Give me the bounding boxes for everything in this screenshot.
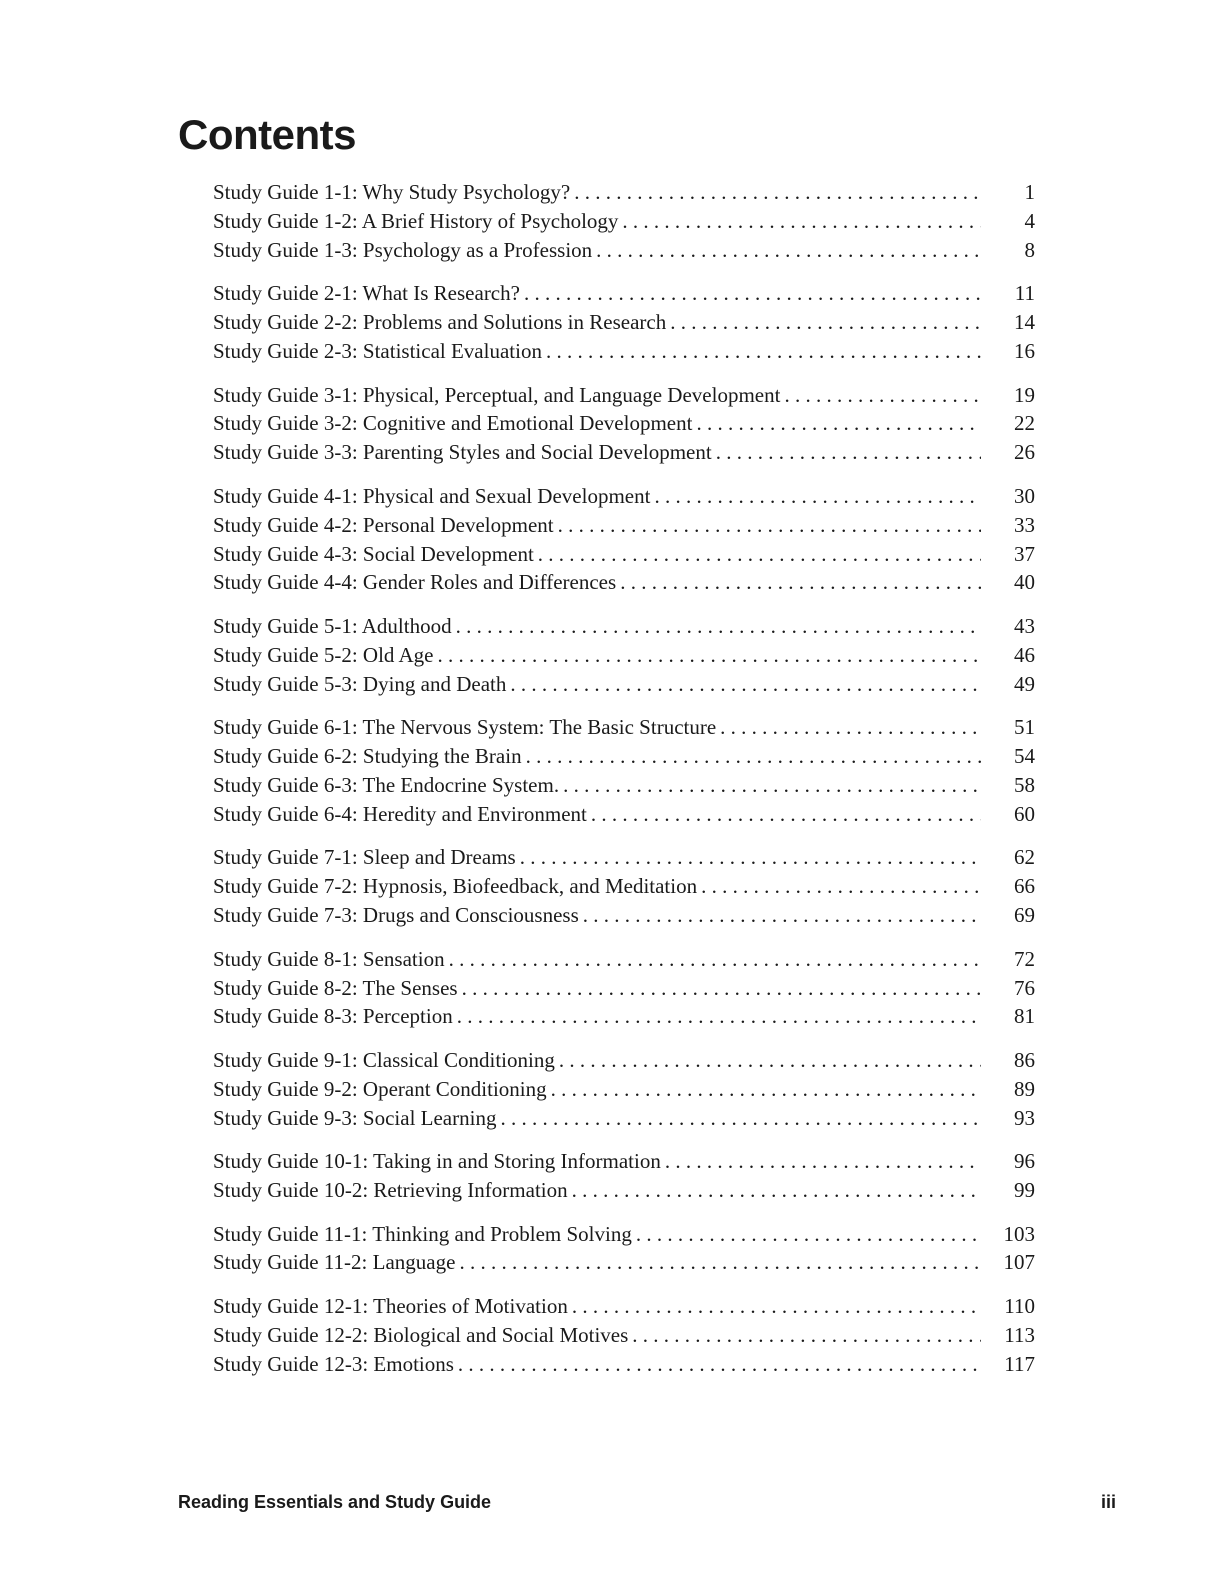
toc-entry-label: Study Guide 7-1: Sleep and Dreams — [213, 845, 516, 870]
toc-entry-label: Study Guide 11-2: Language — [213, 1250, 456, 1275]
page-title: Contents — [178, 111, 356, 158]
toc-entry-label: Study Guide 3-1: Physical, Perceptual, and Language Development — [213, 382, 781, 407]
toc-group — [213, 945, 1035, 1032]
toc-dot-leader — [456, 612, 981, 641]
toc-entry-page: 60 — [1014, 801, 1035, 826]
toc-dot-leader — [546, 337, 981, 366]
toc-dot-leader — [520, 843, 981, 872]
toc-dot-leader — [622, 207, 981, 236]
toc-entry-label: Study Guide 8-2: The Senses — [213, 975, 458, 1000]
toc-entry-label: Study Guide 8-3: Perception — [213, 1004, 453, 1029]
toc-dot-leader — [538, 540, 981, 569]
toc-entry[interactable] — [213, 308, 1035, 337]
toc-entry[interactable] — [213, 279, 1035, 308]
toc-entry-page: 72 — [1014, 946, 1035, 971]
toc-dot-leader — [632, 1321, 981, 1350]
toc-entry-page: 1 — [1024, 180, 1035, 204]
toc-entry[interactable] — [213, 409, 1035, 438]
toc-entry-page: 89 — [1014, 1076, 1035, 1101]
toc-group — [213, 843, 1035, 930]
toc-entry-label: Study Guide 4-2: Personal Development — [213, 512, 554, 537]
toc-entry[interactable] — [213, 670, 1035, 699]
toc-entry-page: 46 — [1014, 642, 1035, 667]
toc-entry-page: 66 — [1014, 874, 1035, 899]
toc-entry[interactable] — [213, 1104, 1035, 1133]
toc-entry-page: 19 — [1014, 382, 1035, 407]
toc-entry[interactable] — [213, 901, 1035, 930]
toc-entry-label: Study Guide 9-3: Social Learning — [213, 1105, 497, 1130]
toc-entry-label: Study Guide 5-2: Old Age — [213, 642, 434, 667]
toc-entry-label: Study Guide 4-1: Physical and Sexual Development — [213, 483, 651, 508]
toc-entry[interactable] — [213, 742, 1035, 771]
toc-entry-label: Study Guide 6-3: The Endocrine System. — [213, 773, 560, 797]
toc-entry-label: Study Guide 6-2: Studying the Brain — [213, 744, 522, 769]
toc-dot-leader — [583, 901, 981, 930]
toc-entry[interactable] — [213, 438, 1035, 467]
toc-dot-leader — [449, 945, 981, 974]
toc-entry-page: 4 — [1024, 208, 1035, 233]
toc-entry-page: 81 — [1014, 1004, 1035, 1029]
toc-dot-leader — [572, 1292, 981, 1321]
toc-dot-leader — [596, 236, 981, 265]
toc-entry[interactable] — [213, 381, 1035, 410]
toc-entry-page: 76 — [1014, 975, 1035, 1000]
toc-entry-page: 54 — [1014, 744, 1035, 769]
toc-entry[interactable] — [213, 1147, 1035, 1176]
toc-entry-label: Study Guide 11-1: Thinking and Problem Solving — [213, 1221, 632, 1246]
toc-entry-page: 8 — [1024, 237, 1035, 262]
toc-dot-leader — [591, 800, 981, 829]
toc-entry[interactable] — [213, 945, 1035, 974]
toc-dot-leader — [716, 438, 981, 467]
toc-group — [213, 1220, 1035, 1278]
toc-entry[interactable] — [213, 1176, 1035, 1205]
toc-entry-page: 96 — [1014, 1149, 1035, 1174]
toc-dot-leader — [636, 1220, 981, 1249]
toc-entry[interactable] — [213, 843, 1035, 872]
toc-entry[interactable] — [213, 1248, 1035, 1277]
toc-entry[interactable] — [213, 1350, 1035, 1379]
toc-entry-label: Study Guide 2-3: Statistical Evaluation — [213, 339, 542, 364]
toc-dot-leader — [526, 742, 981, 771]
toc-entry[interactable] — [213, 511, 1035, 540]
toc-entry-label: Study Guide 9-1: Classical Conditioning — [213, 1047, 555, 1072]
toc-group — [213, 482, 1035, 598]
toc-entry-label: Study Guide 9-2: Operant Conditioning — [213, 1076, 547, 1101]
toc-entry[interactable] — [213, 1321, 1035, 1350]
toc-entry-page: 103 — [1003, 1221, 1035, 1246]
toc-entry-label: Study Guide 7-2: Hypnosis, Biofeedback, and Meditation — [213, 874, 698, 899]
toc-entry-page: 37 — [1014, 541, 1035, 566]
toc-entry-page: 93 — [1014, 1105, 1035, 1130]
toc-entry-page: 110 — [1004, 1293, 1035, 1318]
toc-entry-label: Study Guide 3-3: Parenting Styles and Social Development — [213, 440, 712, 465]
toc-dot-leader — [462, 974, 981, 1003]
toc-dot-leader — [572, 1176, 981, 1205]
toc-dot-leader — [500, 1104, 981, 1133]
toc-dot-leader — [665, 1147, 981, 1176]
toc-dot-leader — [551, 1075, 981, 1104]
toc-dot-leader — [457, 1002, 981, 1031]
toc-entry-page: 30 — [1014, 483, 1035, 508]
toc-entry-page: 14 — [1014, 310, 1035, 335]
toc-entry-label: Study Guide 4-4: Gender Roles and Differences — [213, 570, 617, 595]
toc-dot-leader — [563, 771, 981, 800]
toc-entry-label: Study Guide 7-3: Drugs and Consciousness — [213, 903, 579, 928]
toc-entry[interactable] — [213, 800, 1035, 829]
toc-entry-page: 49 — [1014, 671, 1035, 696]
toc-dot-leader — [654, 482, 981, 511]
toc-entry[interactable] — [213, 1002, 1035, 1031]
toc-dot-leader — [701, 872, 981, 901]
toc-entry-label: Study Guide 5-3: Dying and Death — [213, 671, 507, 696]
toc-entry-page: 62 — [1014, 845, 1035, 870]
toc-dot-leader — [558, 511, 981, 540]
toc-entry-page: 99 — [1014, 1178, 1035, 1203]
toc-entry[interactable] — [213, 236, 1035, 265]
toc-entry-label: Study Guide 4-3: Social Development — [213, 541, 534, 566]
toc-entry-page: 22 — [1014, 411, 1035, 436]
toc-entry[interactable] — [213, 612, 1035, 641]
toc-entry[interactable] — [213, 337, 1035, 366]
table-of-contents — [213, 178, 1035, 1393]
toc-entry-page: 51 — [1014, 715, 1035, 740]
toc-entry-label: Study Guide 3-2: Cognitive and Emotional Development — [213, 411, 693, 436]
toc-entry[interactable] — [213, 568, 1035, 597]
toc-group — [213, 178, 1035, 265]
toc-entry[interactable] — [213, 974, 1035, 1003]
toc-group — [213, 1147, 1035, 1205]
toc-entry[interactable] — [213, 1292, 1035, 1321]
toc-entry-label: Study Guide 6-1: The Nervous System: The Basic Structure — [213, 715, 717, 740]
toc-dot-leader — [438, 641, 982, 670]
toc-entry-label: Study Guide 2-2: Problems and Solutions in Research — [213, 310, 667, 335]
toc-entry[interactable] — [213, 713, 1035, 742]
toc-entry-page: 33 — [1014, 512, 1035, 537]
toc-dot-leader — [574, 178, 981, 207]
toc-entry[interactable] — [213, 178, 1035, 207]
toc-entry[interactable] — [213, 1075, 1035, 1104]
toc-entry-page: 43 — [1014, 613, 1035, 638]
toc-entry-page: 26 — [1014, 440, 1035, 465]
toc-entry-label: Study Guide 12-3: Emotions — [213, 1351, 454, 1376]
toc-entry-page: 11 — [1014, 281, 1035, 306]
toc-entry-label: Study Guide 12-2: Biological and Social Motives — [213, 1322, 629, 1347]
toc-dot-leader — [524, 279, 981, 308]
toc-entry-label: Study Guide 1-2: A Brief History of Psychology — [213, 208, 619, 233]
toc-entry-label: Study Guide 1-3: Psychology as a Profession — [213, 237, 593, 262]
toc-dot-leader — [458, 1350, 981, 1379]
toc-entry-label: Study Guide 6-4: Heredity and Environment — [213, 801, 587, 826]
toc-entry-label: Study Guide 5-1: Adulthood — [213, 613, 452, 638]
toc-entry[interactable] — [213, 641, 1035, 670]
toc-group — [213, 381, 1035, 468]
toc-group — [213, 279, 1035, 366]
toc-entry-label: Study Guide 10-2: Retrieving Information — [213, 1178, 568, 1203]
toc-entry[interactable] — [213, 771, 1035, 800]
toc-entry[interactable] — [213, 1046, 1035, 1075]
toc-group — [213, 612, 1035, 699]
toc-entry[interactable] — [213, 540, 1035, 569]
toc-entry-page: 86 — [1014, 1047, 1035, 1072]
toc-dot-leader — [510, 670, 981, 699]
toc-entry-page: 113 — [1004, 1322, 1035, 1347]
toc-group — [213, 1046, 1035, 1133]
toc-entry-page: 16 — [1014, 339, 1035, 364]
footer-page-number: iii — [1100, 1492, 1116, 1512]
toc-entry-label: Study Guide 2-1: What Is Research? — [213, 281, 520, 306]
toc-group — [213, 1292, 1035, 1379]
toc-dot-leader — [720, 713, 981, 742]
toc-entry[interactable] — [213, 872, 1035, 901]
toc-entry-label: Study Guide 8-1: Sensation — [213, 946, 445, 971]
toc-entry-page: 117 — [1004, 1351, 1035, 1376]
toc-entry-label: Study Guide 1-1: Why Study Psychology? — [213, 180, 571, 204]
toc-dot-leader — [670, 308, 981, 337]
toc-entry-page: 69 — [1014, 903, 1035, 928]
toc-entry-label: Study Guide 12-1: Theories of Motivation — [213, 1293, 568, 1318]
toc-entry[interactable] — [213, 482, 1035, 511]
toc-dot-leader — [620, 568, 981, 597]
toc-entry[interactable] — [213, 207, 1035, 236]
toc-entry[interactable] — [213, 1220, 1035, 1249]
footer-book-title: Reading Essentials and Study Guide — [178, 1492, 492, 1512]
toc-entry-page: 58 — [1014, 773, 1035, 797]
toc-dot-leader — [784, 381, 981, 410]
toc-entry-label: Study Guide 10-1: Taking in and Storing Information — [213, 1149, 661, 1174]
toc-dot-leader — [459, 1248, 981, 1277]
toc-dot-leader — [696, 409, 981, 438]
toc-group — [213, 713, 1035, 829]
toc-dot-leader — [559, 1046, 981, 1075]
toc-entry-page: 40 — [1014, 570, 1035, 595]
toc-entry-page: 107 — [1003, 1250, 1035, 1275]
